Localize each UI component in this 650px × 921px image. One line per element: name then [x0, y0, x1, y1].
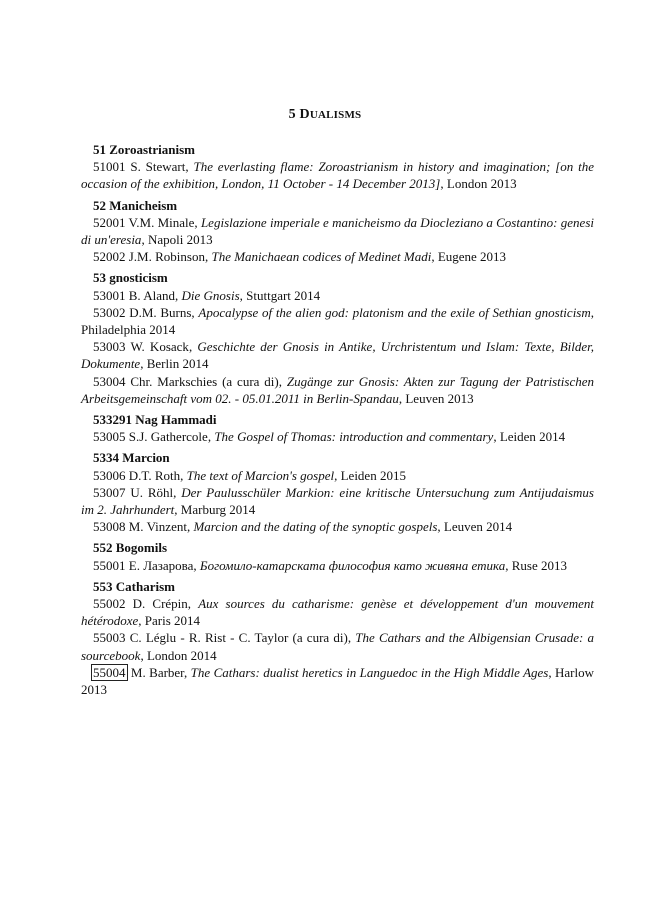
entry-publication: Paris 2014 — [144, 613, 201, 629]
entry-title: The everlasting flame: Zoroastrianism in history and imagination; [on the occasion of the exhibition, London, 11 October - 14 December 2013] — [81, 159, 595, 192]
bibliography-entry: 55004 M. Barber, The Cathars: dualist heretics in Languedoc in the High Middle Ages, Harlow 2013 — [81, 664, 595, 698]
entry-number: 53008 — [93, 519, 126, 535]
entry-publication: Harlow 2013 — [81, 664, 595, 698]
entry-number: 55004 — [93, 664, 126, 680]
entry-author: D.M. Burns — [129, 304, 192, 320]
entry-title: Legislazione imperiale e manicheismo da Diocleziano a Costantino: genesi di un'eresia — [81, 214, 595, 248]
bibliography-list — [81, 141, 594, 698]
entry-number: 52001 — [93, 214, 126, 230]
entry-title: Богомило-катарската философия като живяна етика — [199, 557, 506, 573]
entry-number: 55002 — [93, 596, 126, 612]
entry-publication: Ruse 2013 — [511, 557, 567, 573]
entry-publication: Leiden 2015 — [340, 467, 406, 483]
entry-author: S.J. Gathercole — [128, 429, 208, 445]
entry-title: The Cathars: dualist heretics in Languedoc in the High Middle Ages — [190, 664, 549, 680]
bibliography-entry: 53006 D.T. Roth, The text of Marcion's gospel, Leiden 2015 — [93, 467, 406, 483]
bibliography-entry: 52001 V.M. Minale, Legislazione imperiale e manicheismo da Diocleziano a Costantino: genesi di un'eresia, Napoli 2013 — [81, 214, 595, 248]
entry-title: Die Gnosis — [181, 287, 240, 303]
bibliography-entry: 53007 U. Röhl, Der Paulusschüler Markion: eine kritische Untersuchung zum Antijudaismus im 2. Jahrhundert, Marburg 2014 — [81, 484, 594, 518]
entry-publication: London 2014 — [146, 647, 217, 663]
entry-publication: Berlin 2014 — [146, 356, 209, 372]
entry-title: Zugänge zur Gnosis: Akten zur Tagung der Patristischen Arbeitsgemeinschaft vom 02. - 05.01.2011 in Berlin-Spandau — [81, 373, 595, 406]
entry-author: D.T. Roth — [128, 467, 181, 483]
entry-publication: Leiden 2014 — [499, 429, 566, 445]
bibliography-entry: 53004 Chr. Markschies (a cura di), Zugänge zur Gnosis: Akten zur Tagung der Patristischen Arbeitsgemeinschaft vom 02. - 05.01.2011 in Berlin-Spandau, Leuven 2013 — [81, 373, 595, 406]
section-heading: 52 Manicheism — [93, 197, 178, 213]
entry-title: Geschichte der Gnosis in Antike, Urchristentum und Islam: Texte, Bilder, Dokumente — [81, 339, 594, 372]
entry-publication: Leuven 2014 — [443, 519, 513, 535]
chapter-title — [0, 107, 650, 123]
entry-title: The Gospel of Thomas: introduction and commentary — [214, 429, 494, 445]
entry-number: 55001 — [93, 557, 126, 573]
entry-title: Aux sources du catharisme: genèse et développement d'un mouvement hétérodoxe — [81, 596, 594, 629]
entry-author: C. Léglu - R. Rist - C. Taylor (a cura di) — [129, 630, 348, 646]
entry-title: Apocalypse of the alien god: platonism and the exile of Sethian gnosticism — [198, 304, 591, 320]
bibliography-entry: 55001 Е. Лазарова, Богомило-катарската философия като живяна етика, Ruse 2013 — [93, 557, 567, 573]
bibliography-entry: 51001 S. Stewart, The everlasting flame: Zoroastrianism in history and imagination; [on the occasion of the exhibition, London, 11 October - 14 December 2013], London 2013 — [81, 159, 595, 192]
entry-title: The text of Marcion's gospel — [186, 467, 335, 483]
bibliography-entry: 55003 C. Léglu - R. Rist - C. Taylor (a cura di), The Cathars and the Albigensian Crusade: a sourcebook, London 2014 — [81, 630, 594, 663]
chapter-number: 5 — [288, 107, 296, 122]
entry-author: J.M. Robinson — [128, 249, 205, 265]
entry-number: 53001 — [93, 287, 126, 303]
section-heading: 53 gnosticism — [93, 270, 168, 286]
bibliography-entry: 53003 W. Kosack, Geschichte der Gnosis in Antike, Urchristentum und Islam: Texte, Bilder, Dokumente, Berlin 2014 — [81, 339, 594, 372]
entry-publication: Philadelphia 2014 — [81, 322, 176, 338]
entry-author: D. Crépin — [132, 596, 188, 612]
entry-title: Der Paulusschüler Markion: eine kritische Untersuchung zum Antijudaismus im 2. Jahrhundert — [81, 484, 594, 518]
entry-number: 52002 — [93, 249, 126, 265]
entry-publication: Leuven 2013 — [405, 390, 474, 406]
entry-title: The Cathars and the Albigensian Crusade: a sourcebook — [81, 630, 594, 663]
entry-number: 53002 — [93, 304, 126, 320]
section-heading: 553 Catharism — [93, 578, 175, 594]
entry-publication: Marburg 2014 — [180, 502, 256, 518]
entry-author: W. Kosack — [130, 339, 189, 355]
entry-title: The Manichaean codices of Medinet Madi — [211, 249, 432, 265]
entry-author: U. Röhl — [130, 484, 174, 500]
bibliography-entry: 53005 S.J. Gathercole, The Gospel of Thomas: introduction and commentary, Leiden 2014 — [93, 429, 566, 445]
section-heading: 51 Zoroastrianism — [93, 142, 195, 157]
entry-author: B. Aland — [128, 287, 175, 303]
entry-publication: Napoli 2013 — [147, 232, 213, 248]
entry-publication: Eugene 2013 — [437, 249, 507, 265]
entry-number: 53003 — [93, 339, 126, 355]
entry-number: 53004 — [93, 373, 126, 389]
entry-author: S. Stewart — [130, 159, 186, 175]
entry-author: Е. Лазарова — [128, 557, 194, 573]
entry-author: M. Vinzent — [128, 519, 187, 535]
entry-publication: Stuttgart 2014 — [246, 287, 321, 303]
bibliography-entry: 55002 D. Crépin, Aux sources du catharisme: genèse et développement d'un mouvement hétérodoxe, Paris 2014 — [81, 596, 594, 629]
entry-author: V.M. Minale — [128, 214, 195, 230]
entry-title: Marcion and the dating of the synoptic gospels — [193, 519, 438, 535]
bibliography-entry: 53001 B. Aland, Die Gnosis, Stuttgart 2014 — [93, 287, 321, 303]
bibliography-entry: 52002 J.M. Robinson, The Manichaean codices of Medinet Madi, Eugene 2013 — [93, 249, 507, 265]
bibliography-entry: 53002 D.M. Burns, Apocalypse of the alien god: platonism and the exile of Sethian gnosticism, Philadelphia 2014 — [81, 304, 595, 338]
entry-author: Chr. Markschies (a cura di) — [130, 373, 279, 389]
entry-publication: London 2013 — [446, 176, 517, 192]
bibliography-entry: 53008 M. Vinzent, Marcion and the dating of the synoptic gospels, Leuven 2014 — [93, 519, 513, 535]
entry-number: 53007 — [93, 484, 126, 500]
entry-author: M. Barber — [130, 664, 184, 680]
entry-number: 55003 — [93, 630, 126, 646]
entry-number: 51001 — [93, 159, 126, 175]
section-heading: 5334 Marcion — [93, 450, 170, 466]
entry-number: 53006 — [93, 467, 126, 483]
section-heading: 533291 Nag Hammadi — [93, 412, 217, 428]
section-heading: 552 Bogomils — [93, 540, 168, 556]
chapter-name: DUALISMS — [299, 107, 362, 122]
entry-number: 53005 — [93, 429, 126, 445]
